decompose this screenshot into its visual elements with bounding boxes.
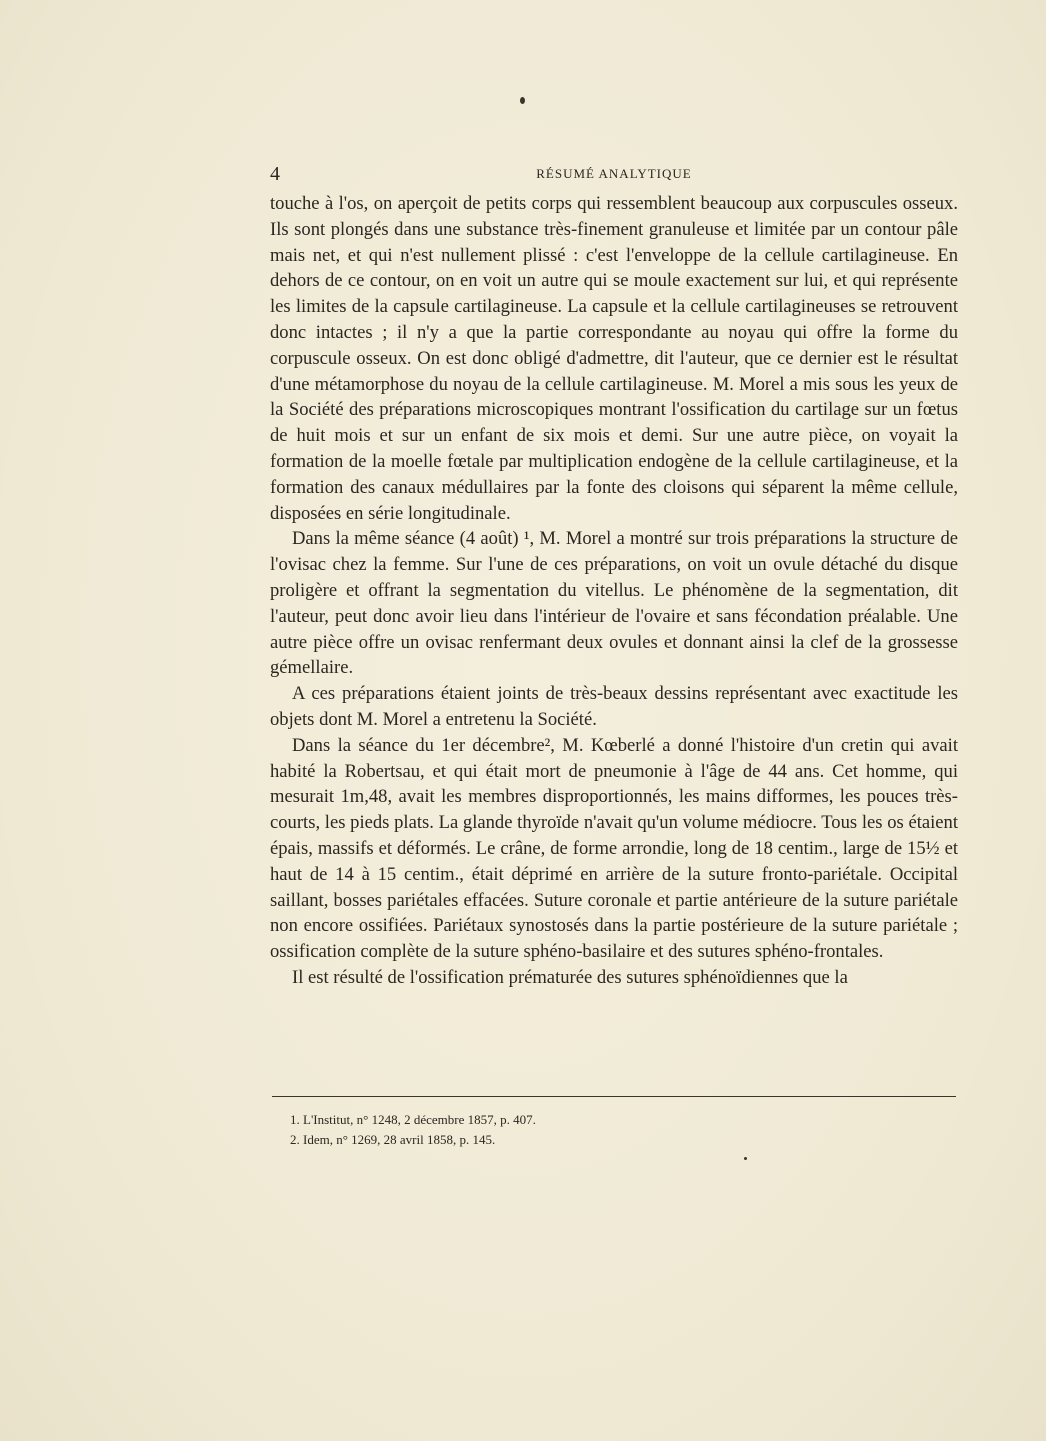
footnotes [290,1110,950,1150]
paragraph: Dans la séance du 1er décembre², M. Kœberlé a donné l'histoire d'un cretin qui avait habité la Robertsau, et qui était mort de pneumonie à l'âge de 44 ans. Cet homme, qui mesurait 1m,48, avait les membres disproportionnés, les mains difformes, les pouces très-courts, les pieds plats. La glande thyroïde n'avait qu'un volume médiocre. Tous les os étaient épais, massifs et déformés. Le crâne, de forme arrondie, long de 18 centim., large de 15½ et haut de 14 à 15 centim., était déprimé en arrière de la suture fronto-pariétale. Occipital saillant, bosses pariétales effacées. Suture coronale et partie antérieure de la suture pariétale non encore ossifiées. Pariétaux synostosés dans la partie postérieure de la suture pariétale ; ossification complète de la suture sphéno-basilaire et des sutures sphéno-frontales. [270,734,958,963]
body-text [270,191,958,991]
footnote-divider [272,1096,956,1097]
paragraph: Dans la même séance (4 août) ¹, M. Morel a montré sur trois préparations la structure de l'ovisac chez la femme. Sur l'une de ces préparations, on voit un ovule détaché du disque proligère et offrant la segmentation du vitellus. Le phénomène de la segmentation, dit l'auteur, peut donc avoir lieu dans l'intérieur de l'ovaire et sans fécondation préalable. Une autre pièce offre un ovisac renfermant deux ovules et donnant ainsi la clef de la grossesse gémellaire. [270,528,958,679]
ink-speck [744,1157,747,1160]
paragraph: A ces préparations étaient joints de très-beaux dessins représentant avec exactitude les objets dont M. Morel a entretenu la Société. [270,683,958,730]
paragraph: touche à l'os, on aperçoit de petits corps qui ressemblent beaucoup aux corpuscules osseux. Ils sont plongés dans une substance très-finement granuleuse et limitée par un contour pâle mais net, et qui n'est nullement plissé : c'est l'enveloppe de la cellule cartilagineuse. En dehors de ce contour, on en voit un autre qui se moule exactement sur lui, et qui représente les limites de la capsule cartilagineuse. La capsule et la cellule cartilagineuses se retrouvent donc intactes ; il n'y a que la partie correspondante au noyau qui offre la forme du corpuscule osseux. On est donc obligé d'admettre, dit l'auteur, que ce dernier est le résultat d'une métamorphose du noyau de la cellule cartilagineuse. M. Morel a mis sous les yeux de la Société des préparations microscopiques montrant l'ossification du cartilage sur un fœtus de huit mois et sur un enfant de six mois et demi. Sur une autre pièce, on voyait la formation de la moelle fœtale par multiplication endogène de la cellule cartilagineuse, et la formation des canaux médullaires par la fonte des cloisons qui séparent la même cellule, disposées en série longitudinale. [270,193,958,524]
running-title: RÉSUMÉ ANALYTIQUE [536,166,692,181]
footnote: 2. Idem, n° 1269, 28 avril 1858, p. 145. [290,1132,496,1147]
page-number: 4 [270,163,280,185]
paragraph: Il est résulté de l'ossification prématurée des sutures sphénoïdiennes que la [292,966,848,988]
footnote: 1. L'Institut, n° 1248, 2 décembre 1857, p. 407. [290,1112,536,1127]
page-header [270,163,958,185]
ink-speck [520,97,525,104]
